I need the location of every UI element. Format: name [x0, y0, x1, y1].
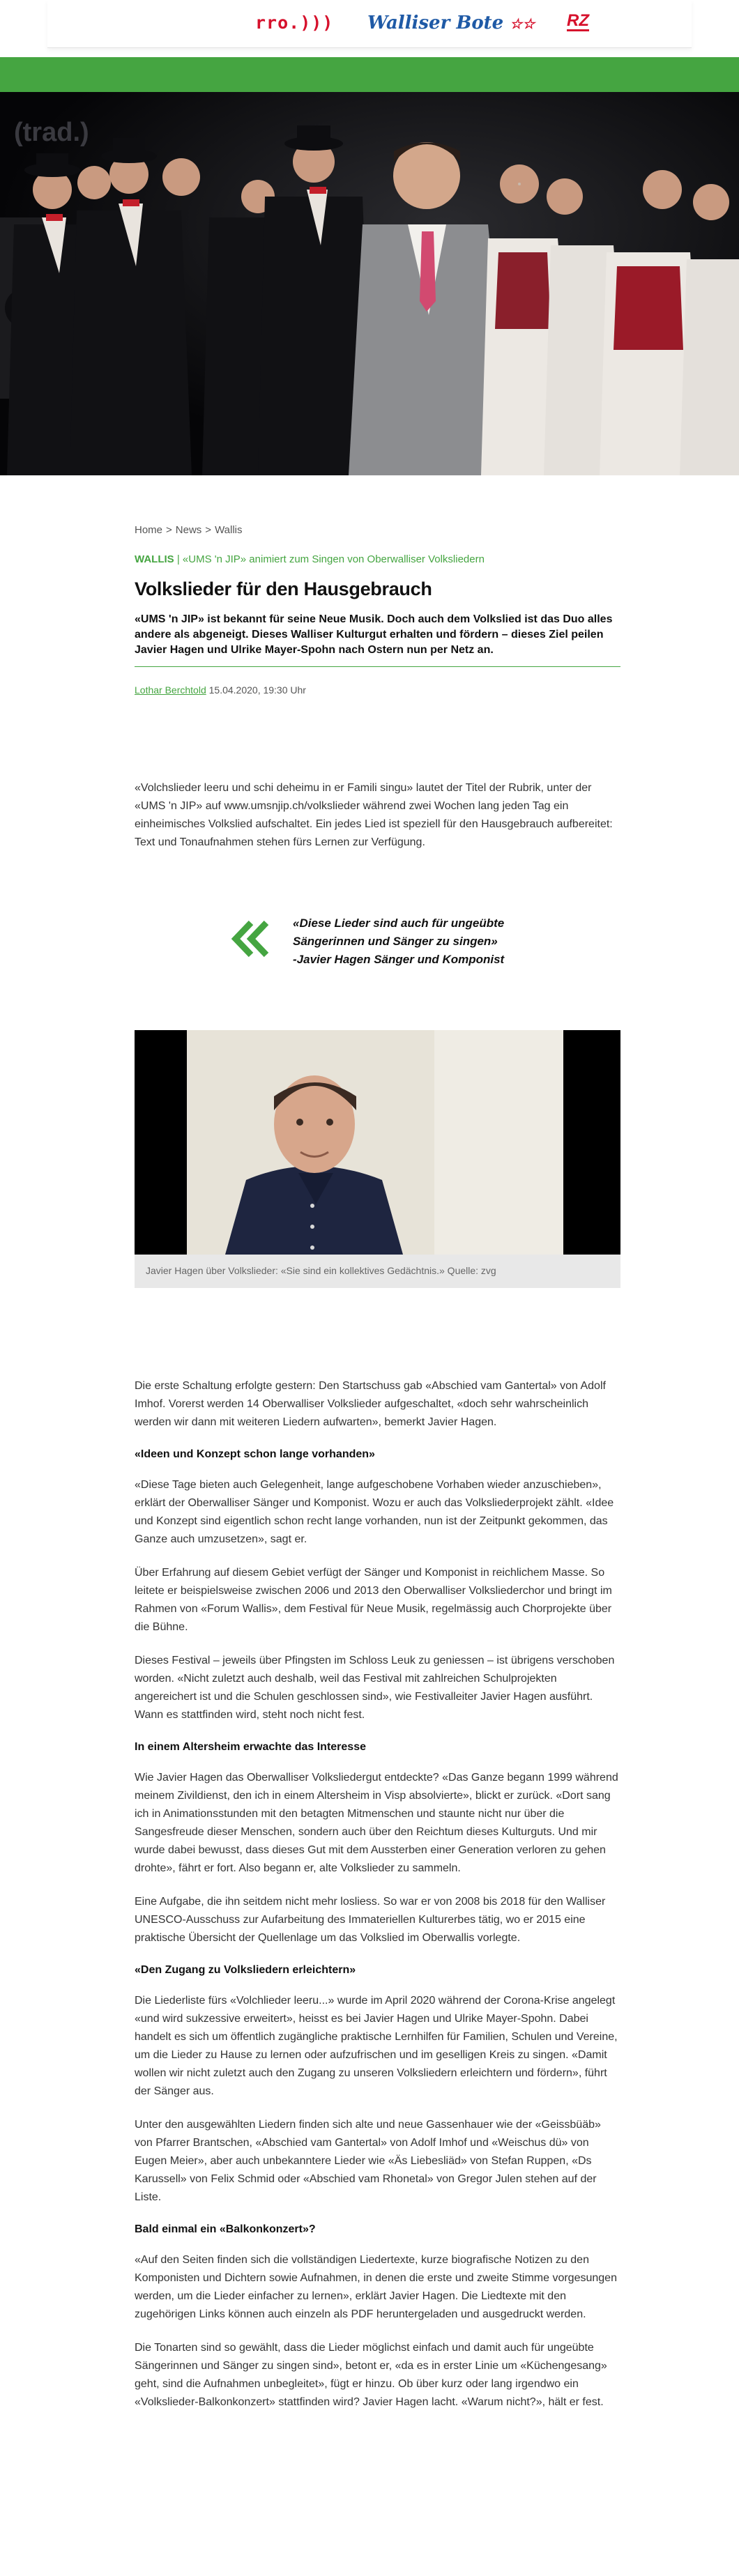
- body-paragraph: Wie Javier Hagen das Oberwalliser Volksliedergut entdeckte? «Das Ganze begann 1999 während meinem Zivildienst, den ich in einem Altersheim in Visp absolvierte», blickt er zurück. «Dort sang ich in Animationsstunden mit den betagten Mitmenschen und staunte nicht nur über die Sangesfreude dieser Menschen, sondern auch über den Reichtum dieses Kulturguts. Und mir wurde dabei bewusst, dass dieses Gut mit dem Aussterben einer Generation verloren zu gehen drohte», fährt er fort. Also begann er, alte Volkslieder zu sammeln.: [135, 1772, 618, 1874]
- lead-divider: [135, 666, 620, 667]
- body-paragraph: Eine Aufgabe, die ihn seitdem nicht mehr losliess. So war er von 2008 bis 2018 für den Walliser UNESCO-Ausschuss zur Aufarbeitung des Immateriellen Kulturerbes tätig, wo er 2015 eine praktische Übersicht der Quellenlage um das Volkslied im Oberwallis vorlegte.: [135, 1896, 606, 1944]
- kicker-text: «UMS 'n JIP» animiert zum Singen von Oberwalliser Volksliedern: [182, 553, 485, 565]
- quote-statement: «Diese Lieder sind auch für ungeübte Sängerinnen und Sänger zu singen»: [293, 917, 505, 948]
- body-paragraph: Die Liederliste fürs «Volchlieder leeru...» wurde im April 2020 während der Corona-Krise angelegt «und wird sukzessive erweitert», heisst es bei Javier Hagen und Ulrike Mayer-Spohn. Dabei handelt es sich um öffentlich zugängliche praktische Lernhilfen für Familien, Schulen und Vereine, um die Lieder zu Hause zu lernen oder aufzufrischen und im geselligen Kreis zu singen. «Damit wollen wir nicht zuletzt auch den Zugang zu unseren Volksliedern erleichtern und fördern», führt der Sänger aus.: [135, 1995, 618, 2097]
- green-nav-bar: [0, 57, 739, 92]
- breadcrumb-wallis[interactable]: Wallis: [215, 524, 243, 536]
- site-header: [47, 0, 692, 48]
- photo-caption: [135, 1255, 620, 1288]
- quote-chevron-icon: [230, 919, 271, 959]
- hero-image: [0, 92, 739, 475]
- walliser-bote-logo-text: Walliser Bote: [367, 13, 504, 33]
- breadcrumb: [135, 524, 620, 536]
- kicker-region[interactable]: WALLIS: [135, 553, 174, 565]
- body-paragraph: Die erste Schaltung erfolgte gestern: Den Startschuss gab «Abschied vam Gantertal» von Adolf Imhof. Vorerst werden 14 Oberwalliser Volkslieder aufgeschaltet, «doch sehr wahrscheinlich werden wir dann mit weiteren Liedern aufwarten», bemerkt Javier Hagen.: [135, 1380, 606, 1428]
- breadcrumb-home[interactable]: Home: [135, 524, 163, 536]
- breadcrumb-news[interactable]: News: [175, 524, 202, 536]
- stage-banner-text: (trad.): [14, 118, 89, 147]
- kicker-divider: |: [174, 553, 183, 565]
- walliser-bote-logo-stars: ☆☆: [510, 15, 535, 32]
- portrait-photo: [135, 1030, 620, 1255]
- breadcrumb-separator: >: [166, 524, 172, 536]
- section-heading: «Ideen und Konzept schon lange vorhanden»: [135, 1448, 375, 1460]
- author-link[interactable]: Lothar Berchtold: [135, 684, 206, 696]
- body-paragraph: «Diese Tage bieten auch Gelegenheit, lange aufgeschobene Vorhaben wieder anzuschieben», erklärt der Oberwalliser Sänger und Komponist. Wozu er auch das Volksliederprojekt zählt. «Idee und Konzept sind eigentlich schon recht lange vorhanden, nun ist der Zeitpunkt gekommen, das Ganze auch umzusetzen», sagt er.: [135, 1479, 614, 1545]
- article-body: [135, 1377, 620, 2427]
- quote-attribution: -Javier Hagen Sänger und Komponist: [293, 953, 505, 966]
- choir-stage-photo: [0, 92, 739, 475]
- intro-paragraph: «Volchslieder leeru und schi deheimu in er Famili singu» lautet der Titel der Rubrik, unter der «UMS 'n JIP» auf www.umsnjip.ch/volkslieder während zwei Wochen lang jeden Tag ein einheimisches Volkslied aufschaltet. Ein jedes Lied ist speziell für den Hausgebrauch aufbereitet: Text und Tonaufnahmen stehen fürs Lernen zur Verfügung.: [135, 782, 613, 848]
- publish-date: 15.04.2020, 19:30 Uhr: [208, 684, 306, 696]
- article-byline: [135, 684, 620, 696]
- body-paragraph: Dieses Festival – jeweils über Pfingsten im Schloss Leuk zu geniessen – ist übrigens verschoben worden. «Nicht zuletzt auch deshalb, weil das Festival mit zahlreichen Schulprojekten angereichert ist und die Schulen geschlossen sind», wie Festivalleiter Javier Hagen ausführt. Wann es stattfinden wird, steht noch nicht fest.: [135, 1655, 615, 1721]
- quote-text: [293, 914, 551, 969]
- article-photo: [135, 1030, 620, 1255]
- body-paragraph: Unter den ausgewählten Liedern finden sich alte und neue Gassenhauer wie der «Geissbüäb» von Pfarrer Brantschen, «Abschied vam Gantertal» von Adolf Imhof und «Weischus dü» von Eugen Meier», aber auch unbekanntere Lieder wie «Äs Liebesliäd» von Stefan Ruppen, «Ds Karussell» von Felix Schmid oder «Abschied vam Rhonetal» von Gregor Julen stehen auf der Liste.: [135, 2119, 601, 2203]
- walliser-bote-logo[interactable]: [367, 13, 535, 33]
- body-paragraph: «Auf den Seiten finden sich die vollständigen Liedertexte, kurze biografische Notizen zu den Komponisten und Dichtern sowie Aufnahmen, in denen die erste und zweite Stimme vorgesungen werden, um die Lieder einfacher zu lernen», erklärt Javier Hagen. Die Liedtexte mit den zugehörigen Links können auch einzeln als PDF heruntergeladen und ausgedruckt werden.: [135, 2254, 617, 2320]
- breadcrumb-separator: >: [205, 524, 212, 536]
- section-heading: «Den Zugang zu Volksliedern erleichtern»: [135, 1964, 356, 1976]
- rz-logo[interactable]: RZ: [567, 11, 589, 30]
- caption-text: Javier Hagen über Volkslieder: «Sie sind ein kollektives Gedächtnis.» Quelle: zvg: [146, 1265, 496, 1276]
- section-heading: Bald einmal ein «Balkonkonzert»?: [135, 2223, 316, 2235]
- radio-rottu-logo[interactable]: rro.))): [255, 13, 334, 33]
- article-lead: «UMS 'n JIP» ist bekannt für seine Neue Musik. Doch auch dem Volkslied ist das Duo alles andere als abgeneigt. Dieses Walliser Kulturgut erhalten und fördern – dieses Ziel peilen Javier Hagen und Ulrike Mayer-Spohn nach Ostern nun per Netz an.: [135, 613, 613, 656]
- article-title: Volkslieder für den Hausgebrauch: [135, 578, 432, 599]
- body-paragraph: Die Tonarten sind so gewählt, dass die Lieder möglichst einfach und damit auch für ungeübte Sängerinnen und Sänger zu singen sind», betont er, «da es in erster Linie um «Küchengesang» geht, sind die Aufnahmen unbegleitet», fügt er hinzu. Ob über kurz oder lang irgendwo ein «Volkslieder-Balkonkonzert» stattfinden wird? Javier Hagen lacht. «Warum nicht?», hält er fest.: [135, 2342, 607, 2408]
- body-paragraph: Über Erfahrung auf diesem Gebiet verfügt der Sänger und Komponist in reichlichem Masse. So leitete er beispielsweise zwischen 2006 und 2013 den Oberwalliser Volksliederchor und bringt im Rahmen von «Forum Wallis», dem Festival für Neue Musik, regelmässig auch Chorprojekte über die Bühne.: [135, 1567, 612, 1633]
- article-kicker: [135, 553, 620, 565]
- section-heading: In einem Altersheim erwachte das Interesse: [135, 1741, 366, 1753]
